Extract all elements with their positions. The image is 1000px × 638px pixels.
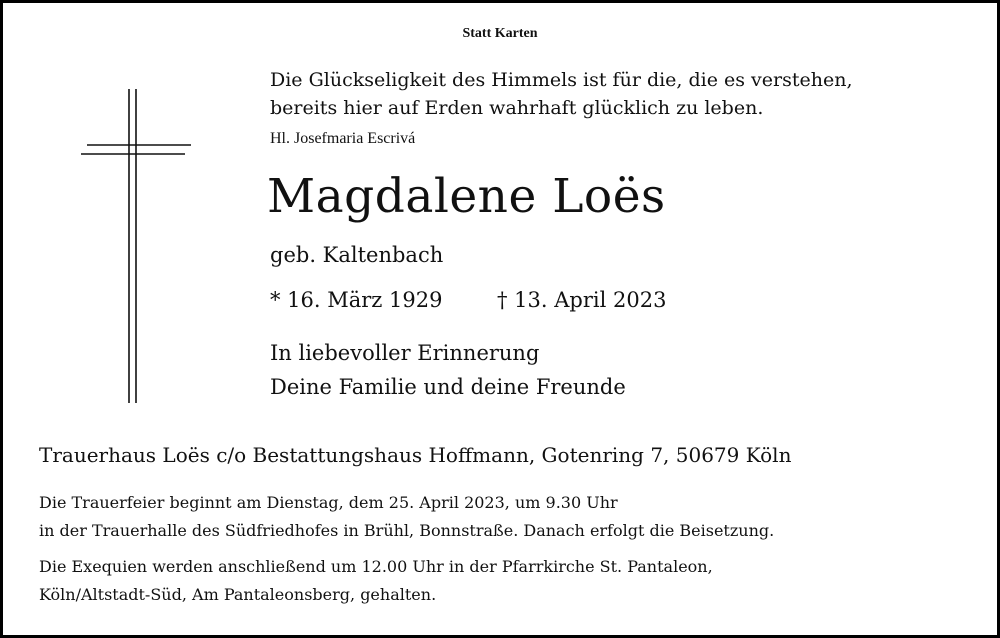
deceased-name: Magdalene Loës: [267, 169, 666, 224]
death-date: † 13. April 2023: [497, 288, 667, 312]
mourning-house-address: Trauerhaus Loës c/o Bestattungshaus Hoffmann, Gotenring 7, 50679 Köln: [39, 443, 792, 467]
funeral-line: in der Trauerhalle des Südfriedhofes in Brühl, Bonnstraße. Danach erfolgt die Beisetzung.: [39, 521, 775, 540]
birth-date: * 16. März 1929: [270, 288, 443, 312]
memory-line: In liebevoller Erinnerung: [270, 341, 540, 365]
memory-line: Deine Familie und deine Freunde: [270, 375, 626, 399]
header-label: Statt Karten: [462, 26, 538, 41]
quote-author: Hl. Josefmaria Escrivá: [270, 130, 416, 147]
quote-line: Die Glückseligkeit des Himmels ist für die, die es verstehen,: [270, 69, 853, 91]
funeral-line: Die Trauerfeier beginnt am Dienstag, dem 25. April 2023, um 9.30 Uhr: [39, 493, 618, 512]
spacer: [39, 545, 774, 553]
maiden-name: geb. Kaltenbach: [270, 243, 444, 267]
memory-block: [270, 336, 626, 404]
quote-line: bereits hier auf Erden wahrhaft glücklich zu leben.: [270, 97, 764, 119]
cross-icon: [81, 89, 193, 405]
quote: [270, 66, 853, 122]
service-details: [39, 489, 774, 609]
mass-line: Die Exequien werden anschließend um 12.00 Uhr in der Pfarrkirche St. Pantaleon,: [39, 557, 713, 576]
mass-line: Köln/Altstadt-Süd, Am Pantaleonsberg, gehalten.: [39, 585, 437, 604]
